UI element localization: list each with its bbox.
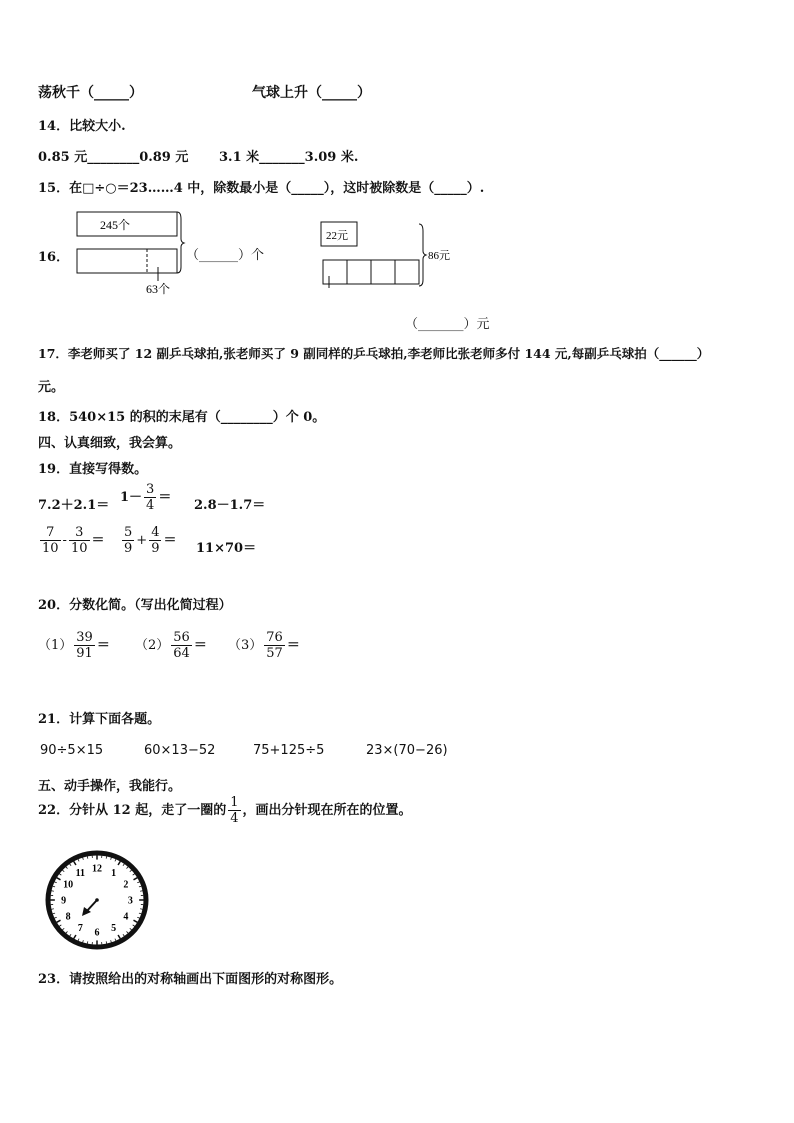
clock-number: 4 [123,911,129,923]
clock-number: 1 [111,867,117,879]
q20-item-2: （2） $\frac{56}{64}$ ＝ [135,630,207,661]
clock-tick [74,935,76,939]
clock-tick [106,941,107,943]
clock-tick [130,928,132,930]
clock-tick [130,870,132,872]
q17-line2: 元。 [38,380,65,395]
clock-tick [127,867,129,869]
clock-tick [70,934,71,936]
clock-number: 6 [94,927,100,939]
clock-tick [53,913,55,914]
clock-tick [133,874,135,875]
clock-tick [59,874,61,875]
section-five-heading: 五、动手操作，我能行。 [38,779,182,794]
q16-price-label: 22元 [326,230,348,242]
q21-expr-4: 23×(70−26) [366,743,448,758]
clock-tick [139,913,141,914]
q14-right: 3.1 米_______3.09 米. [219,150,359,165]
q21-expr-3: 75+125÷5 [253,743,325,758]
clock-tick [66,867,68,869]
clock-tick [59,925,61,926]
clock-tick [83,940,84,942]
q20-item-3: （3） $\frac{76}{57}$ ＝ [228,630,300,661]
q16-price-diagram [318,218,468,293]
clock-tick [57,920,61,922]
q16-top-bar-label: 245个 [100,218,131,232]
top-right-text: 气球上升（_____） [252,85,371,101]
q17-line1: 17．李老师买了 12 副乒乓球拍,张老师买了 9 副同样的乒乓球拍,李老师比张老师多付 144 元,每副乒乓球拍（______） [38,346,710,361]
clock-tick [137,917,139,918]
q20-item-1: （1） $\frac{39}{91}$ ＝ [38,630,110,661]
clock-tick [115,939,116,941]
clock-tick [53,886,55,887]
clock-tick [127,931,129,933]
q19-expr-1: 7.2＋2.1＝ [38,498,110,513]
q16-cell-2 [347,260,371,284]
q16-answer-left: （______）个 [186,248,265,263]
clock-number: 5 [111,923,117,935]
clock-tick [133,920,137,922]
q14-title: 14．比较大小. [38,119,126,134]
clock-tick [133,925,135,926]
clock-tick [78,939,79,941]
clock-tick [137,882,139,883]
q16-bar-diagram [70,205,200,300]
q21-title: 21．计算下面各题。 [38,712,161,727]
clock-tick [66,931,68,933]
q19-expr-5: $\frac{5}{9}$ + $\frac{4}{9}$ ＝ [124,525,177,556]
q23-text: 23．请按照给出的对称轴画出下面图形的对称图形。 [38,972,343,987]
q19-title: 19．直接写得数。 [38,462,148,477]
clock-center [95,898,99,902]
q19-expr-2: 1－ $\frac{3}{4}$ ＝ [120,482,172,513]
q16-cell-4 [395,260,419,284]
q21-expr-2: 60×13−52 [144,743,216,758]
clock-tick [87,856,88,858]
clock-tick [78,859,79,861]
clock-tick [74,861,76,865]
q18-text: 18．540×15 的积的末尾有（________）个 0。 [38,410,326,425]
clock-tick [54,882,56,883]
q16-cell-1 [323,260,347,284]
q16-answer-right: （_______）元 [405,317,490,332]
clock-tick [57,878,61,880]
clock-tick [118,935,120,939]
q22-text: 22．分针从 12 起，走了一圈的 $\frac{1}{4}$ ，画出分针现在所在的位置。 [38,795,412,826]
q20-title: 20．分数化简。（写出化简过程） [38,598,232,613]
q19-expr-4: $\frac{7}{10}$ - $\frac{3}{10}$ ＝ [42,525,105,556]
q16-total-label: 86元 [428,250,450,262]
clock-tick [54,917,56,918]
q16-label: 16． [38,250,70,265]
clock-tick [123,864,124,866]
q19-expr-6: 11×70＝ [196,541,257,556]
clock-number: 12 [92,863,102,875]
q16-cell-3 [371,260,395,284]
section-four-heading: 四、认真细致，我会算。 [38,436,182,451]
clock-number: 9 [61,895,67,907]
q14-left: 0.85 元________0.89 元 [38,150,189,165]
q22-clock [44,850,152,952]
clock-tick [87,941,88,943]
clock-tick [83,858,84,860]
clock-tick [118,861,120,865]
clock-tick [139,886,141,887]
q21-expr-1: 90÷5×15 [40,743,104,758]
clock-tick [123,934,124,936]
clock-tick [106,856,107,858]
clock-number: 3 [127,895,133,907]
q19-expr-3: 2.8－1.7＝ [194,498,266,513]
q16-price-brace [419,224,426,286]
q16-bottom-label: 63个 [146,282,171,296]
clock-tick [111,940,112,942]
clock-number: 2 [123,879,129,891]
q16-bottom-bar [77,249,177,273]
clock-tick [62,870,64,872]
q15-text: 15．在□÷○＝23……4 中，除数最小是（_____），这时被除数是（_____）. [38,181,485,196]
top-left-text: 荡秋千（_____） [38,85,143,101]
clock-tick [133,878,137,880]
clock-number: 8 [65,911,71,923]
clock-tick [70,864,71,866]
clock-tick [115,859,116,861]
clock-number: 7 [77,923,83,935]
q16-brace [177,212,184,273]
clock-number: 10 [63,879,74,891]
clock-number: 11 [75,867,86,879]
clock-tick [111,858,112,860]
clock-tick [62,928,64,930]
